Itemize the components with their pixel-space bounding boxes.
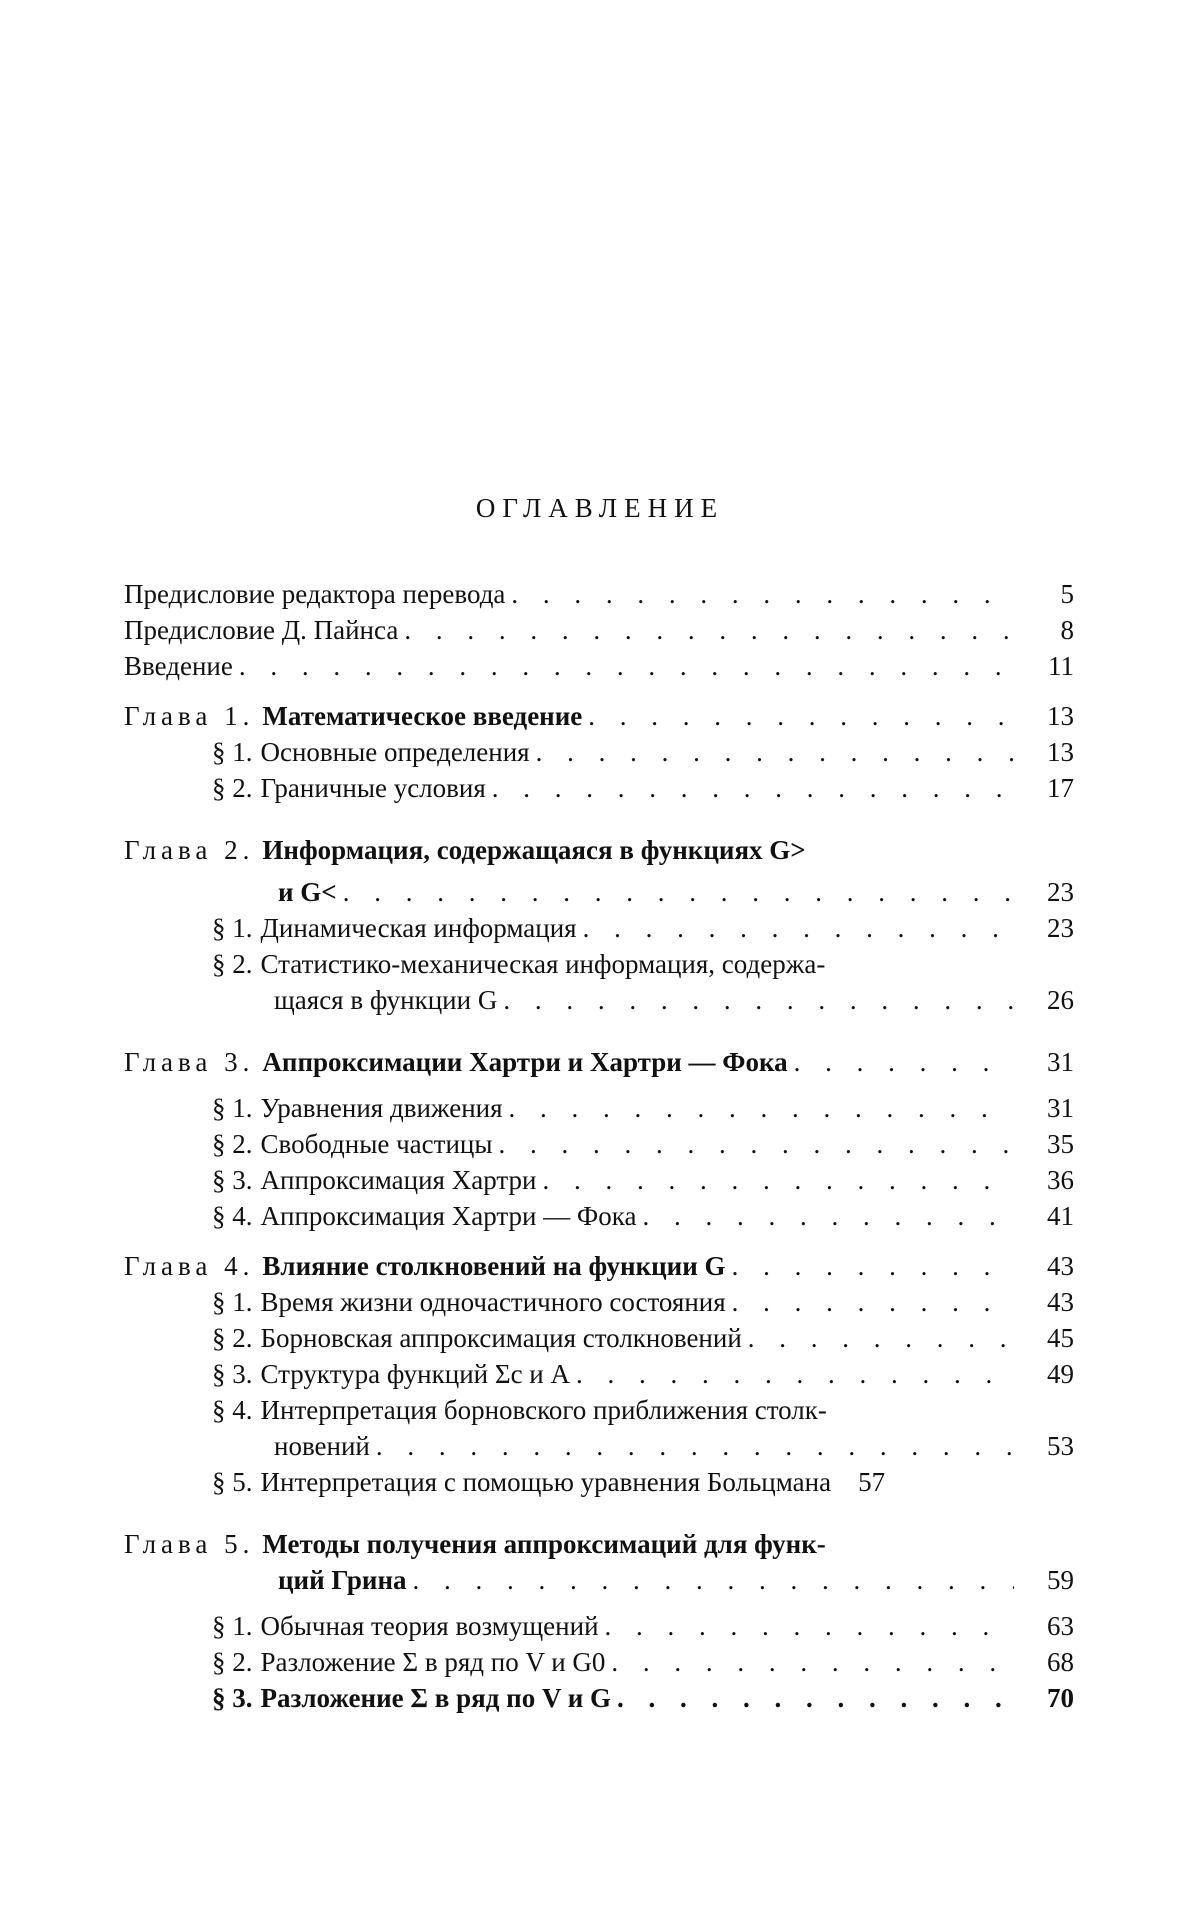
toc-page-number: 17 xyxy=(1047,773,1074,803)
leader-dots xyxy=(413,1562,1014,1598)
toc-page-number: 8 xyxy=(1060,615,1074,645)
section-mark: § 1. xyxy=(212,1093,253,1123)
section-label: Статистико-механическая информация, содержа- xyxy=(260,949,826,979)
toc-section[interactable] xyxy=(124,1392,1074,1428)
toc-section[interactable] xyxy=(124,910,1074,946)
leader-dots xyxy=(536,734,1014,770)
section-label: Уравнения движения xyxy=(260,1093,503,1123)
toc-chapter-2-cont[interactable] xyxy=(124,874,1074,910)
toc-section[interactable] xyxy=(124,946,1074,982)
leader-dots xyxy=(732,1284,1014,1320)
toc-page-number: 13 xyxy=(1047,737,1074,767)
toc-page-number: 70 xyxy=(1047,1683,1074,1713)
toc-page-number: 23 xyxy=(1047,913,1074,943)
leader-dots xyxy=(588,698,1014,734)
toc-page-number: 45 xyxy=(1047,1323,1074,1353)
toc-page-number: 57 xyxy=(858,1467,886,1497)
leader-dots xyxy=(642,1198,1014,1234)
toc-chapter-1[interactable] xyxy=(124,698,1074,734)
leader-dots xyxy=(542,1162,1014,1198)
leader-dots xyxy=(732,1248,1014,1284)
leader-dots xyxy=(617,1680,1014,1716)
section-mark: § 2. xyxy=(212,773,253,803)
section-mark: § 4. xyxy=(212,1395,253,1425)
toc-page-number: 41 xyxy=(1047,1201,1074,1231)
chapter-title: Методы получения аппроксимаций для функ- xyxy=(262,1529,826,1559)
section-mark: § 3. xyxy=(212,1359,253,1389)
chapter-head: Глава 3. xyxy=(124,1047,255,1077)
section-label: Разложение Σ в ряд по V и G xyxy=(260,1683,612,1713)
section-label-cont: щаяся в функции G xyxy=(274,985,498,1015)
section-label: Граничные условия xyxy=(260,773,486,803)
section-mark: § 2. xyxy=(212,1129,253,1159)
toc-page-number: 53 xyxy=(1047,1431,1074,1461)
toc-entry-introduction[interactable] xyxy=(124,648,1074,684)
section-label: Разложение Σ в ряд по V и G0 xyxy=(260,1647,606,1677)
leader-dots xyxy=(611,1644,1014,1680)
toc-entry-editor-preface[interactable] xyxy=(124,576,1074,612)
toc-chapter-5-cont[interactable] xyxy=(124,1562,1074,1598)
toc-section[interactable] xyxy=(124,1608,1074,1644)
chapter-title: Информация, содержащаяся в функциях G> xyxy=(262,835,806,865)
toc-chapter-2[interactable] xyxy=(124,832,1074,868)
toc-entry-label: Предисловие редактора перевода xyxy=(124,579,506,609)
toc-chapter-3[interactable] xyxy=(124,1044,1074,1080)
section-label: Динамическая информация xyxy=(260,913,577,943)
leader-dots xyxy=(343,874,1014,910)
toc-page-number: 43 xyxy=(1047,1251,1074,1281)
toc-chapter-5[interactable] xyxy=(124,1526,1074,1562)
section-mark: § 1. xyxy=(212,737,253,767)
leader-dots xyxy=(503,982,1014,1018)
section-mark: § 1. xyxy=(212,1611,253,1641)
toc-section[interactable] xyxy=(124,1680,1074,1716)
section-label: Время жизни одночастичного состояния xyxy=(260,1287,726,1317)
toc-page-number: 13 xyxy=(1047,701,1074,731)
chapter-title-cont: и G< xyxy=(278,877,337,907)
toc-section[interactable] xyxy=(124,1356,1074,1392)
toc-page-number: 31 xyxy=(1047,1093,1074,1123)
chapter-title-cont: ций Грина xyxy=(278,1565,407,1595)
leader-dots xyxy=(376,1428,1014,1464)
section-mark: § 3. xyxy=(212,1683,253,1713)
chapter-head: Глава 2. xyxy=(124,835,255,865)
leader-dots xyxy=(404,612,1014,648)
toc-page-number: 49 xyxy=(1047,1359,1074,1389)
toc-page-number: 43 xyxy=(1047,1287,1074,1317)
toc-entry-pines-preface[interactable] xyxy=(124,612,1074,648)
toc-page-number: 31 xyxy=(1047,1047,1074,1077)
leader-dots xyxy=(583,910,1014,946)
toc-section[interactable] xyxy=(124,1284,1074,1320)
section-mark: § 4. xyxy=(212,1201,253,1231)
chapter-head: Глава 5. xyxy=(124,1529,255,1559)
toc-page-number: 11 xyxy=(1048,651,1074,681)
section-label-cont: новений xyxy=(274,1431,370,1461)
toc-page-number: 5 xyxy=(1060,579,1074,609)
toc-entry-label: Предисловие Д. Пайнса xyxy=(124,615,399,645)
toc-page-number: 59 xyxy=(1047,1565,1074,1595)
leader-dots xyxy=(748,1320,1014,1356)
section-mark: § 2. xyxy=(212,949,253,979)
page-title: ОГЛАВЛЕНИЕ xyxy=(475,493,725,523)
toc-section[interactable] xyxy=(124,770,1074,806)
toc-page-number: 23 xyxy=(1047,877,1074,907)
section-mark: § 2. xyxy=(212,1647,253,1677)
leader-dots xyxy=(498,1126,1014,1162)
toc-page-number: 26 xyxy=(1047,985,1074,1015)
leader-dots xyxy=(576,1356,1014,1392)
toc-page-number: 36 xyxy=(1047,1165,1074,1195)
toc-page-number: 68 xyxy=(1047,1647,1074,1677)
toc-chapter-4[interactable] xyxy=(124,1248,1074,1284)
toc-section[interactable] xyxy=(124,1198,1074,1234)
section-label: Обычная теория возмущений xyxy=(260,1611,599,1641)
section-mark: § 5. xyxy=(212,1467,253,1497)
table-of-contents xyxy=(124,576,1074,1716)
section-label: Структура функций Σc и A xyxy=(260,1359,570,1389)
chapter-title: Математическое введение xyxy=(262,701,583,731)
section-label: Свободные частицы xyxy=(260,1129,493,1159)
toc-section[interactable] xyxy=(124,1126,1074,1162)
section-label: Интерпретация борновского приближения столк- xyxy=(260,1395,827,1425)
toc-section[interactable] xyxy=(124,1090,1074,1126)
section-label: Основные определения xyxy=(260,737,530,767)
section-mark: § 1. xyxy=(212,1287,253,1317)
toc-section[interactable] xyxy=(124,1464,1074,1500)
toc-section-cont[interactable] xyxy=(124,982,1074,1018)
leader-dots xyxy=(239,648,1014,684)
section-label: Аппроксимация Хартри xyxy=(260,1165,537,1195)
section-label: Интерпретация с помощью уравнения Больцмана xyxy=(260,1467,832,1497)
toc-section[interactable] xyxy=(124,734,1074,770)
leader-dots xyxy=(794,1044,1014,1080)
chapter-head: Глава 1. xyxy=(124,701,255,731)
section-mark: § 3. xyxy=(212,1165,253,1195)
section-mark: § 1. xyxy=(212,913,253,943)
chapter-title: Влияние столкновений на функции G xyxy=(262,1251,726,1281)
toc-section[interactable] xyxy=(124,1644,1074,1680)
leader-dots xyxy=(511,576,1014,612)
chapter-head: Глава 4. xyxy=(124,1251,255,1281)
leader-dots xyxy=(605,1608,1014,1644)
toc-page-number: 63 xyxy=(1047,1611,1074,1641)
toc-section[interactable] xyxy=(124,1320,1074,1356)
toc-page-number: 35 xyxy=(1047,1129,1074,1159)
toc-section-cont[interactable] xyxy=(124,1428,1074,1464)
leader-dots xyxy=(509,1090,1014,1126)
chapter-title: Аппроксимации Хартри и Хартри — Фока xyxy=(262,1047,788,1077)
toc-entry-label: Введение xyxy=(124,651,233,681)
section-label: Борновская аппроксимация столкновений xyxy=(260,1323,742,1353)
leader-dots xyxy=(492,770,1014,806)
toc-section[interactable] xyxy=(124,1162,1074,1198)
section-label: Аппроксимация Хартри — Фока xyxy=(260,1201,637,1231)
section-mark: § 2. xyxy=(212,1323,253,1353)
